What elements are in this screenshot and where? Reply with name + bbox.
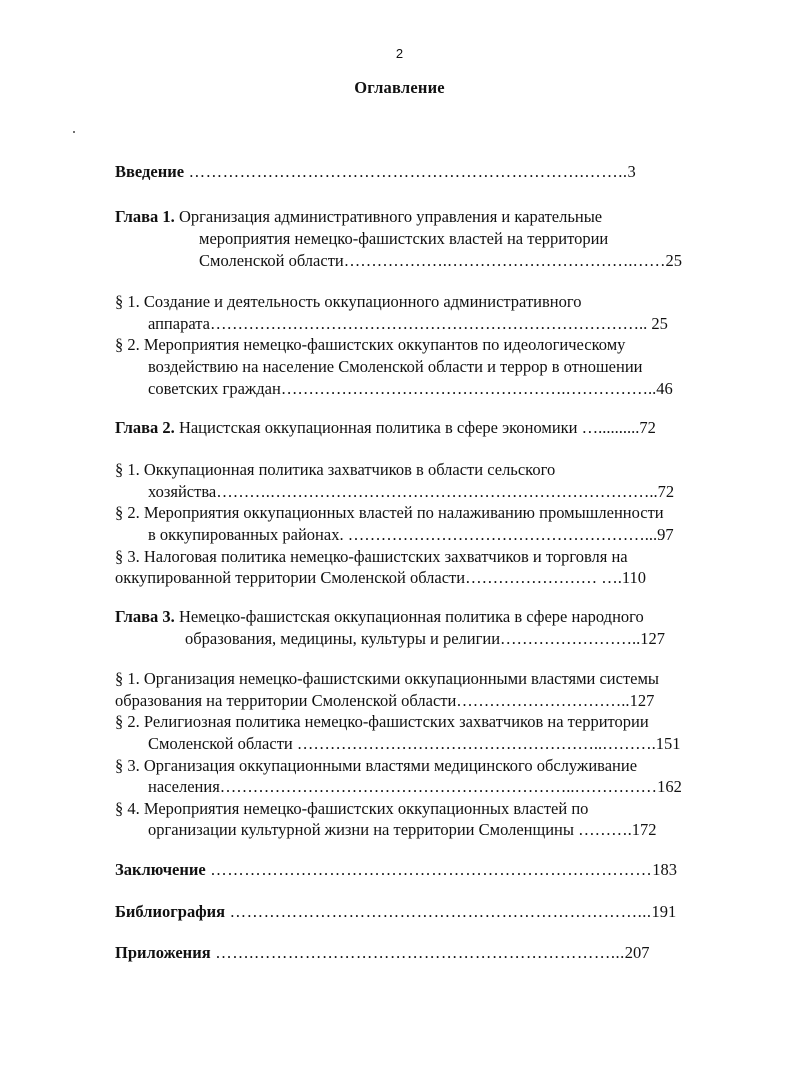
toc-ch2-line1 — [115, 417, 656, 439]
toc-ch1-page: 25 — [665, 251, 682, 270]
toc-entry-appendix — [115, 942, 650, 964]
toc-ch3-s2-page: 151 — [655, 734, 681, 753]
toc-conclusion-leader: …………………………………………………………………… — [205, 860, 653, 879]
toc-ch3-title-2: образования, медицины, культуры и религии…………………….. — [185, 629, 641, 648]
toc-ch2-s3-title-2: оккупированной территории Смоленской области…………………… …. — [115, 568, 622, 587]
toc-appendix-leader: …….………………………………………………………... — [210, 943, 625, 962]
toc-ch3-label: Глава 3. — [115, 607, 175, 626]
toc-ch3-s3-title-2: населения………………………………………………………..…………… — [148, 777, 658, 796]
toc-ch1-s1-line2 — [148, 313, 668, 335]
toc-ch1-s1-page: 25 — [651, 314, 668, 333]
toc-ch2-s2-line2 — [148, 524, 674, 546]
toc-ch2-s1-page: 72 — [657, 482, 675, 501]
toc-ch1-s2-line3 — [148, 378, 673, 400]
scan-speck — [73, 131, 75, 133]
toc-ch2-label: Глава 2. — [115, 418, 175, 437]
toc-ch3-page: 127 — [640, 629, 666, 648]
toc-ch1-line1 — [115, 206, 602, 228]
toc-conclusion-page: 183 — [652, 860, 678, 879]
toc-ch3-s3-title-1: § 3. Организация оккупационными властями медицинского обслуживание — [115, 756, 638, 775]
page-number: 2 — [395, 46, 404, 61]
toc-ch3-s4-title-2: организации культурной жизни на территории Смоленщины ………. — [148, 820, 632, 839]
toc-entry-bibliography — [115, 901, 676, 923]
toc-appendix-page: 207 — [624, 943, 650, 962]
toc-ch2-s3-line2 — [115, 567, 646, 589]
toc-intro-page: 3 — [627, 162, 636, 181]
toc-entry-conclusion — [115, 859, 677, 881]
toc-ch1-s2-page: 46 — [656, 379, 673, 398]
toc-ch3-s2-title-2: Смоленской области ………………………………………………..………. — [148, 734, 656, 753]
toc-ch2-s3-title-1: § 3. Налоговая политика немецко-фашистских захватчиков и торговля на — [115, 547, 628, 566]
toc-ch3-s4-page: 172 — [631, 820, 657, 839]
toc-ch3-s4-title-1: § 4. Мероприятия немецко-фашистских оккупационных властей по — [115, 799, 589, 818]
toc-ch2-title-1: Нацистская оккупационная политика в сфере экономики ….......... — [174, 418, 640, 437]
toc-ch1-title-3: Смоленской области……………….…………………………….…… — [199, 251, 666, 270]
toc-ch2-s1-title-1: § 1. Оккупационная политика захватчиков в области сельского — [115, 460, 556, 479]
toc-ch3-s1-title-2: образования на территории Смоленской области………………………….. — [115, 691, 630, 710]
toc-ch1-line3 — [199, 250, 682, 272]
toc-bibliography-label: Библиография — [115, 902, 226, 921]
toc-ch3-s4-line2 — [148, 819, 656, 841]
toc-ch2-page: 72 — [639, 418, 656, 437]
toc-ch2-s1-line2 — [148, 481, 674, 503]
toc-intro-leader: …………………………………………………………….…….. — [184, 162, 628, 181]
toc-appendix-label: Приложения — [115, 943, 211, 962]
toc-ch3-s1-line2 — [115, 690, 654, 712]
toc-ch2-s2-page: 97 — [657, 525, 674, 544]
toc-ch1-label: Глава 1. — [115, 207, 175, 226]
toc-ch2-s2-title-1: § 2. Мероприятия оккупационных властей по налаживанию промышленности — [115, 503, 664, 522]
page-title: Оглавление — [354, 78, 445, 97]
toc-ch3-s2-line2 — [148, 733, 680, 755]
toc-ch1-s2-title-1: § 2. Мероприятия немецко-фашистских оккупантов по идеологическому — [115, 335, 626, 354]
toc-ch1-s1-title-1: § 1. Создание и деятельность оккупационного административного — [115, 292, 582, 311]
toc-ch2-s3-page: 110 — [621, 568, 646, 587]
toc-ch3-title-1: Немецко-фашистская оккупационная политика в сфере народного — [174, 607, 644, 626]
toc-ch3-s1-page: 127 — [629, 691, 655, 710]
toc-ch3-s3-page: 162 — [657, 777, 682, 796]
toc-ch1-s2-title-2: воздействию на население Смоленской области и террор в отношении — [148, 357, 643, 376]
toc-ch3-s1-title-1: § 1. Организация немецко-фашистскими оккупационными властями системы — [115, 669, 660, 688]
toc-ch3-s2-title-1: § 2. Религиозная политика немецко-фашистских захватчиков на территории — [115, 712, 649, 731]
toc-ch3-line2 — [185, 628, 665, 650]
toc-ch2-s1-title-2: хозяйства……….…………………………………………………………….. — [148, 482, 658, 501]
toc-ch1-s1-title-2: аппарата…………………………………………………………………….. — [148, 314, 652, 333]
toc-ch1-title-2: мероприятия немецко-фашистских властей на территории — [199, 229, 609, 248]
toc-ch1-title-1: Организация административного управления и карательные — [174, 207, 603, 226]
toc-bibliography-page: 191 — [651, 902, 677, 921]
toc-entry-intro — [115, 161, 636, 183]
toc-intro-label: Введение — [115, 162, 185, 181]
toc-conclusion-label: Заключение — [115, 860, 206, 879]
toc-ch3-s3-line2 — [148, 776, 682, 798]
toc-ch1-s2-title-3: советских граждан…………………………………………….…………….. — [148, 379, 657, 398]
toc-ch3-line1 — [115, 606, 644, 628]
toc-ch2-s2-title-2: в оккупированных районах. ………………………………………………... — [148, 525, 658, 544]
toc-bibliography-leader: ………………………………………………………………... — [225, 902, 652, 921]
